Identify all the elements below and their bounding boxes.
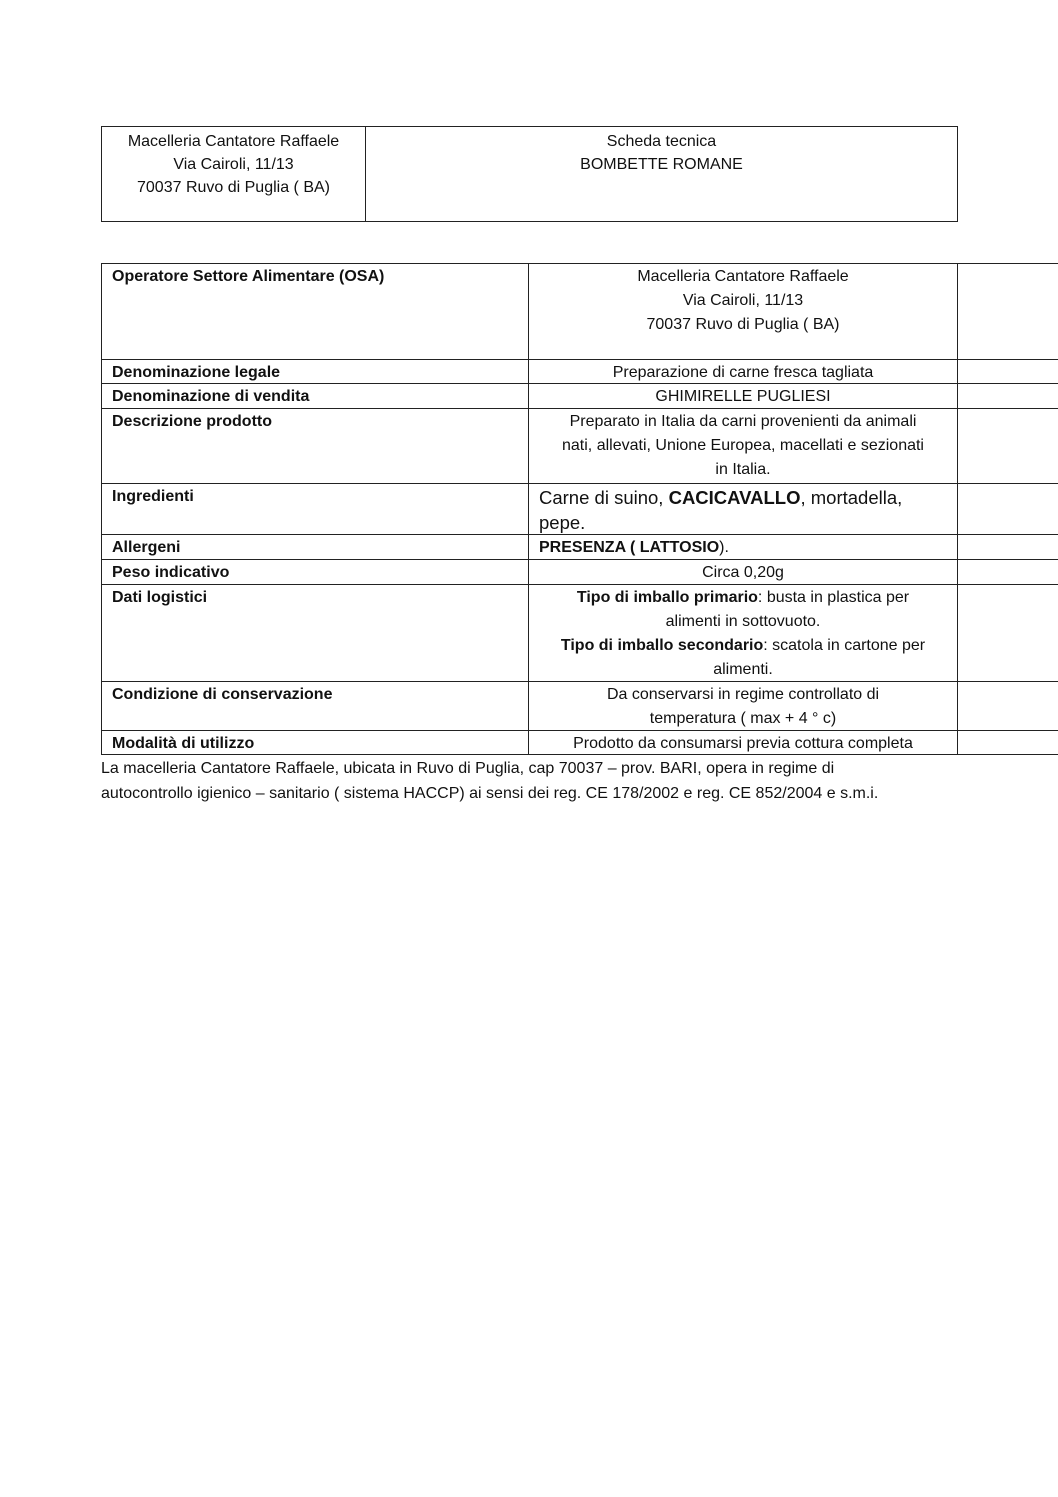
row-value: Circa 0,20g xyxy=(529,560,958,584)
allergeni-rest: ). xyxy=(719,539,729,556)
imballo-secondario-label: Tipo di imballo secondario xyxy=(560,637,764,654)
table-row-dati-logistici xyxy=(101,584,1058,681)
row-extra-cell xyxy=(958,560,1058,584)
table-row-denominazione-legale xyxy=(101,359,1058,383)
row-label: Allergeni xyxy=(101,535,529,559)
row-value: Preparazione di carne fresca tagliata xyxy=(529,360,958,383)
row-value xyxy=(529,682,958,730)
ingredienti-line-1 xyxy=(539,485,957,510)
row-extra-cell xyxy=(958,731,1058,754)
row-label: Denominazione di vendita xyxy=(101,384,529,408)
ingredienti-line-2: pepe. xyxy=(539,512,586,533)
table-row-conservazione xyxy=(101,681,1058,730)
ingredienti-allergen-highlight: CACICAVALLO xyxy=(668,487,801,508)
imballo-primario-label: Tipo di imballo primario xyxy=(576,589,758,606)
header-company-cell xyxy=(102,127,366,221)
header-company-street: Via Cairoli, 11/13 xyxy=(173,156,294,173)
haccp-statement-line: La macelleria Cantatore Raffaele, ubicata in Ruvo di Puglia, cap 70037 – prov. BARI, opera in regime di xyxy=(101,760,835,777)
header-box xyxy=(101,126,958,222)
row-extra-cell xyxy=(958,360,1058,383)
header-title-cell xyxy=(366,127,957,224)
table-row-allergeni xyxy=(101,534,1058,559)
conservazione-line: temperatura ( max + 4 ° c) xyxy=(649,710,837,727)
header-company-name: Macelleria Cantatore Raffaele xyxy=(127,133,340,150)
haccp-statement-line: autocontrollo igienico – sanitario ( sistema HACCP) ai sensi dei reg. CE 178/2002 e reg. CE 852/2004 e s.m.i. xyxy=(101,785,879,802)
osa-street: Via Cairoli, 11/13 xyxy=(682,292,804,309)
row-extra-cell xyxy=(958,585,1058,681)
table-row-descrizione xyxy=(101,408,1058,483)
haccp-statement xyxy=(101,756,971,806)
row-label: Operatore Settore Alimentare (OSA) xyxy=(101,264,529,359)
row-label: Denominazione legale xyxy=(101,360,529,383)
ingredienti-text: , mortadella, xyxy=(800,487,903,508)
row-extra-cell xyxy=(958,682,1058,730)
row-extra-cell xyxy=(958,535,1058,559)
header-product-title: BOMBETTE ROMANE xyxy=(580,156,743,173)
row-label: Peso indicativo xyxy=(101,560,529,584)
imballo-secondario-text: : scatola in cartone per xyxy=(763,637,926,654)
row-value xyxy=(529,535,958,559)
imballo-primario-line xyxy=(529,586,957,610)
row-label: Condizione di conservazione xyxy=(101,682,529,730)
row-value xyxy=(529,484,958,534)
imballo-secondario-line xyxy=(529,634,957,658)
row-extra-cell xyxy=(958,409,1058,483)
row-value: GHIMIRELLE PUGLIESI xyxy=(529,384,958,408)
imballo-primario-line-2: alimenti in sottovuoto. xyxy=(665,613,821,630)
conservazione-line: Da conservarsi in regime controllato di xyxy=(606,686,880,703)
imballo-secondario-line-2: alimenti. xyxy=(713,661,773,678)
header-doc-type: Scheda tecnica xyxy=(606,133,717,150)
row-extra-cell xyxy=(958,484,1058,534)
row-label: Dati logistici xyxy=(101,585,529,681)
descrizione-line: Preparato in Italia da carni provenienti da animali xyxy=(569,413,917,430)
osa-city: 70037 Ruvo di Puglia ( BA) xyxy=(646,316,840,333)
row-label: Ingredienti xyxy=(101,484,529,534)
descrizione-line: nati, allevati, Unione Europea, macellati e sezionati xyxy=(562,437,924,454)
header-company-city: 70037 Ruvo di Puglia ( BA) xyxy=(137,179,330,196)
table-row-peso xyxy=(101,559,1058,584)
row-value: Prodotto da consumarsi previa cottura completa xyxy=(529,731,958,754)
row-extra-cell xyxy=(958,264,1058,359)
table-row-ingredienti xyxy=(101,483,1058,534)
ingredienti-text: Carne di suino, xyxy=(539,487,669,508)
table-row-osa xyxy=(101,263,1058,359)
row-value xyxy=(529,264,958,359)
row-label: Modalità di utilizzo xyxy=(101,731,529,754)
imballo-primario-text: : busta in plastica per xyxy=(757,589,910,606)
table-row-denominazione-vendita xyxy=(101,383,1058,408)
row-label: Descrizione prodotto xyxy=(101,409,529,483)
row-extra-cell xyxy=(958,384,1058,408)
table-row-utilizzo xyxy=(101,730,1058,755)
row-value xyxy=(529,409,958,483)
descrizione-line: in Italia. xyxy=(715,461,771,478)
allergeni-bold: PRESENZA ( LATTOSIO xyxy=(539,539,720,556)
row-value xyxy=(529,585,958,681)
osa-name: Macelleria Cantatore Raffaele xyxy=(637,268,849,285)
